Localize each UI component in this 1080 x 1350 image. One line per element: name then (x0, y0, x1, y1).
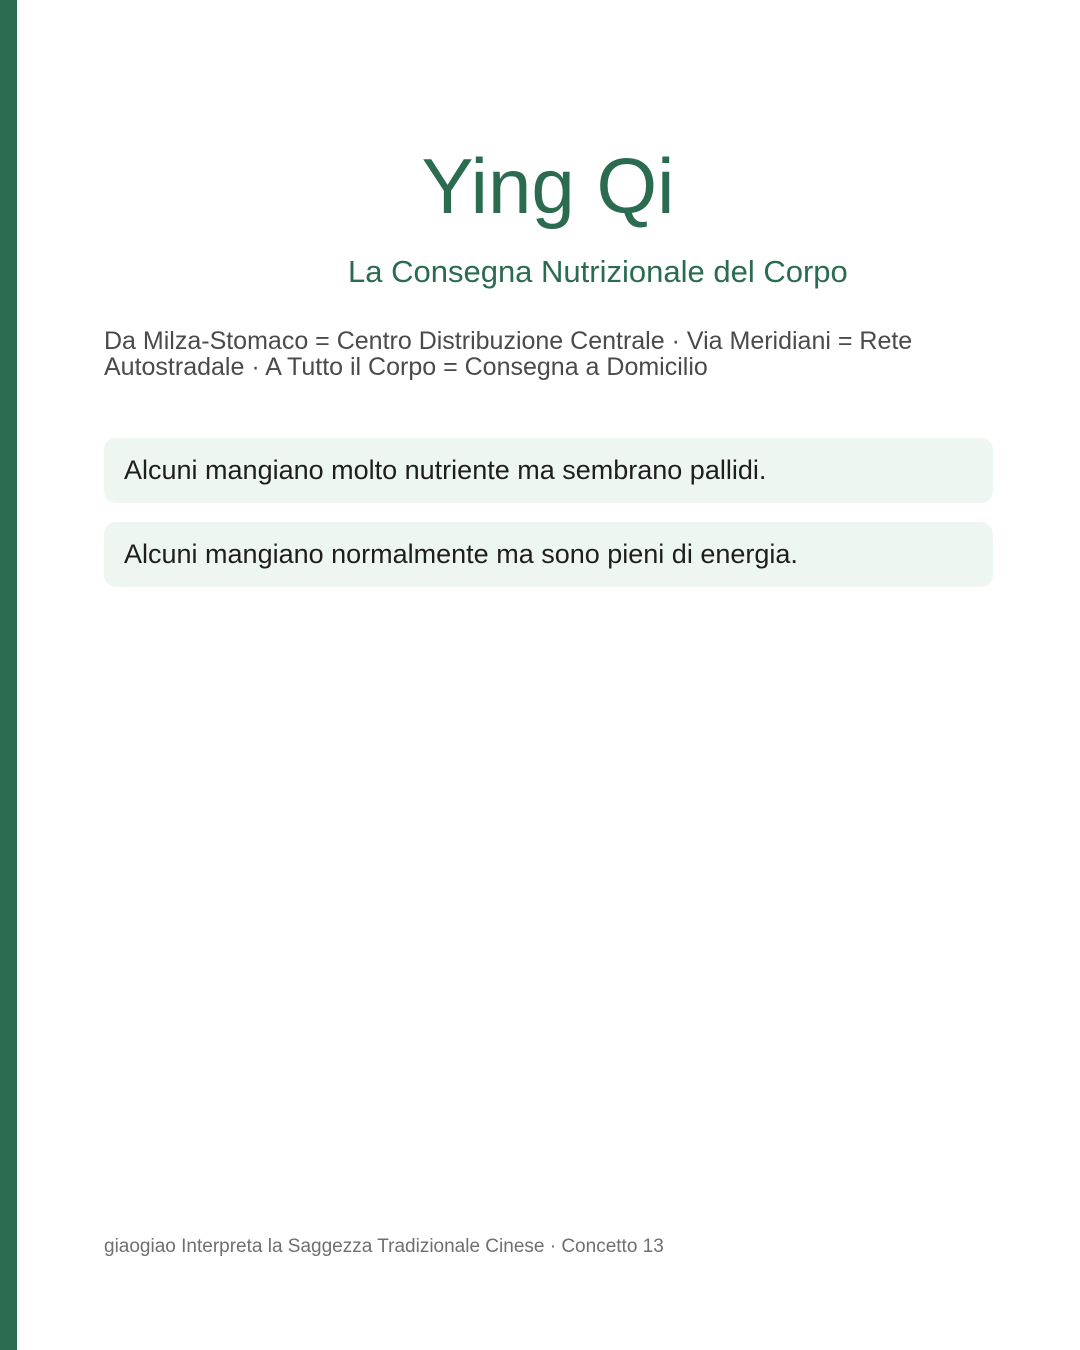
lead-paragraph: Da Milza-Stomaco = Centro Distribuzione Centrale · Via Meridiani = Rete Autostradale · A Tutto il Corpo = Consegna a Domicilio (104, 327, 913, 381)
statement-card-text: Alcuni mangiano normalmente ma sono pieni di energia. (124, 539, 798, 569)
statement-card-text: Alcuni mangiano molto nutriente ma sembrano pallidi. (124, 455, 767, 485)
page-title: Ying Qi (421, 142, 675, 230)
statement-card-1 (104, 438, 993, 503)
footer-caption: giaogiao Interpreta la Saggezza Tradizionale Cinese · Concetto 13 (104, 1236, 664, 1257)
page-subtitle: La Consegna Nutrizionale del Corpo (348, 254, 848, 289)
statement-card-2 (104, 522, 993, 587)
